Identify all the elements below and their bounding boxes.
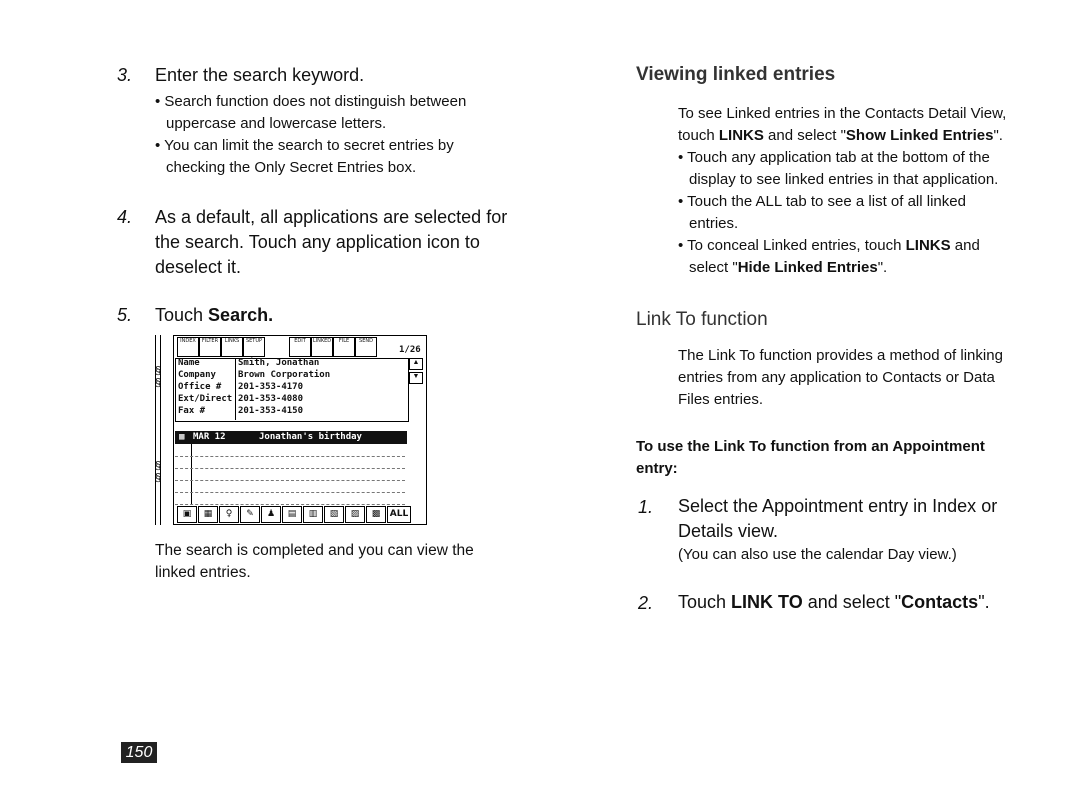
t: Hide Linked Entries <box>737 259 878 276</box>
t: display to see linked entries in that application. <box>689 171 999 188</box>
field-value[interactable]: Smith, Jonathan <box>238 358 320 368</box>
t: select " <box>689 259 738 276</box>
scroll-buttons[interactable] <box>409 358 423 418</box>
edit-button[interactable]: EDIT <box>289 337 311 357</box>
app-tab[interactable]: ▦ <box>198 506 218 523</box>
caption <box>155 540 474 584</box>
step-3-number: 3. <box>117 65 133 85</box>
app-tab[interactable]: ✎ <box>240 506 260 523</box>
t: LINK TO <box>731 592 803 612</box>
field-label: Ext/Direct <box>178 394 233 404</box>
links-button[interactable]: LINKS <box>221 337 243 357</box>
step-4-number: 4. <box>117 207 133 227</box>
line: The Link To function provides a method of linking <box>678 347 1003 364</box>
line: As a default, all applications are selected for <box>155 207 508 227</box>
line: deselect it. <box>155 257 242 277</box>
line: entries from any application to Contacts or Data <box>678 369 995 386</box>
app-tab[interactable]: ▩ <box>366 506 386 523</box>
note: (You can also use the calendar Day view.) <box>678 546 957 563</box>
field-label: Fax # <box>178 406 206 416</box>
field-value[interactable]: 201-353-4150 <box>238 406 304 416</box>
t: and select " <box>802 592 902 612</box>
line: Files entries. <box>678 391 764 408</box>
linked-entry-row[interactable] <box>175 431 407 444</box>
line: the search. Touch any application icon to <box>155 232 480 252</box>
line: The search is completed and you can view the <box>155 542 474 559</box>
bullet-text: Search function does not distinguish between <box>164 93 467 110</box>
send-button[interactable]: SEND <box>355 337 377 357</box>
step-5-number: 5. <box>117 305 133 325</box>
step-1-number: 1. <box>638 497 654 517</box>
subheading <box>636 436 985 480</box>
divider <box>235 358 236 420</box>
step-3-bullets: • Search function does not distinguish between uppercase and lowercase letters. • You can limit the search to secret entries by checking the Only Secret Entries box. <box>155 91 466 179</box>
app-tab[interactable]: ▥ <box>303 506 323 523</box>
step-2-text <box>678 590 990 615</box>
t: ". <box>877 259 888 276</box>
t: and select " <box>763 127 846 144</box>
t: ". <box>993 127 1003 144</box>
step-1-text <box>678 494 997 566</box>
line: To see Linked entries in the Contacts Detail View, <box>678 105 1007 122</box>
t: ". <box>978 592 990 612</box>
link-to-body <box>678 345 1003 411</box>
linked-button[interactable]: LINKED <box>311 337 333 357</box>
t: touch <box>678 127 719 144</box>
t: LINKS <box>905 237 951 254</box>
bold-text: Search. <box>208 305 274 325</box>
t: To conceal Linked entries, touch <box>687 237 906 254</box>
page-number: 150 <box>121 742 157 763</box>
step-2-number: 2. <box>638 593 654 613</box>
filter-button[interactable]: FILTER <box>199 337 221 357</box>
heading-viewing-linked: Viewing linked entries <box>636 64 836 85</box>
bullet-text: You can limit the search to secret entries by <box>164 137 454 154</box>
setup-button[interactable]: SETUP <box>243 337 265 357</box>
heading-link-to: Link To function <box>636 309 768 330</box>
t: Touch any application tab at the bottom of the <box>687 149 990 166</box>
page-counter: 1/26 <box>399 345 421 355</box>
line: To use the Link To function from an Appointment <box>636 438 985 455</box>
t: LINKS <box>718 127 764 144</box>
empty-row <box>175 492 405 505</box>
step-3-text: Enter the search keyword. <box>155 65 365 85</box>
field-value[interactable]: Brown Corporation <box>238 370 331 380</box>
app-tab[interactable]: ▨ <box>345 506 365 523</box>
line: Select the Appointment entry in Index or <box>678 496 998 516</box>
step-4-text <box>155 205 507 280</box>
field-value[interactable]: 201-353-4080 <box>238 394 304 404</box>
t: entries. <box>689 215 739 232</box>
step-5-text <box>155 303 273 328</box>
app-tab[interactable]: ♟ <box>261 506 281 523</box>
field-label: Office # <box>178 382 222 392</box>
t: Show Linked Entries <box>845 127 994 144</box>
app-tab[interactable]: ♀ <box>219 506 239 523</box>
line: linked entries. <box>155 564 251 581</box>
index-button[interactable]: INDEX <box>177 337 199 357</box>
field-value[interactable]: 201-353-4170 <box>238 382 304 392</box>
text: Touch <box>155 305 209 325</box>
device-screenshot <box>155 335 427 525</box>
ring-icon: § § <box>155 460 162 484</box>
binder-edge <box>155 335 161 525</box>
t: and <box>950 237 980 254</box>
app-tab[interactable]: ▤ <box>282 506 302 523</box>
file-button[interactable]: FILE <box>333 337 355 357</box>
calendar-icon: ▦ <box>179 432 185 442</box>
app-tab[interactable]: ▧ <box>324 506 344 523</box>
bullet-text: checking the Only Secret Entries box. <box>166 159 417 176</box>
scroll-up-icon[interactable]: ▲ <box>409 358 423 370</box>
field-label: Company <box>178 370 216 380</box>
viewing-body: To see Linked entries in the Contacts Detail View, touch LINKS and select "Show Linked Entries". • Touch any application tab at the bottom of the display to see linked entries in that application. • Touch the ALL tab to see a list of all linked entries. • To conceal Linked entries, touch LINKS and select "Hide Linked Entries". <box>678 105 1007 276</box>
line: entry: <box>636 460 678 477</box>
bullet-text: uppercase and lowercase letters. <box>166 115 387 132</box>
all-tab[interactable]: ALL <box>387 506 411 523</box>
t: Contacts <box>901 592 979 612</box>
app-tab[interactable]: ▣ <box>177 506 197 523</box>
t: Touch the ALL tab to see a list of all linked <box>687 193 966 210</box>
linked-title: Jonathan's birthday <box>259 432 362 442</box>
linked-date: MAR 12 <box>193 432 226 442</box>
scroll-down-icon[interactable]: ▼ <box>409 372 423 384</box>
line: Details view. <box>678 521 779 541</box>
field-label: Name <box>178 358 200 368</box>
t: Touch <box>678 592 732 612</box>
ring-icon: § § <box>155 365 162 389</box>
